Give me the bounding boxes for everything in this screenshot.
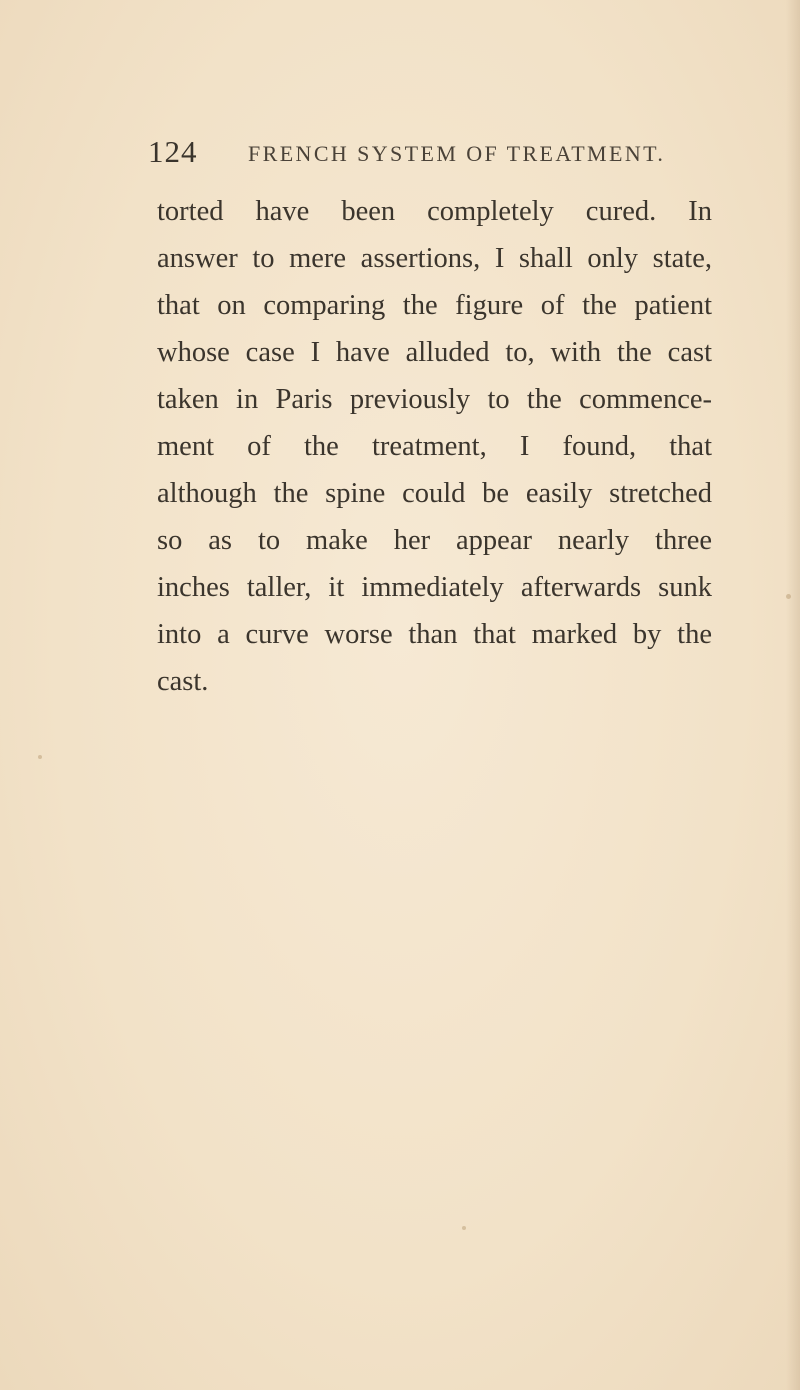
foxing-spot <box>786 594 791 599</box>
text-line: that on comparing the figure of the patient <box>157 290 712 321</box>
running-header <box>148 130 768 174</box>
text-line: taken in Paris previously to the commence- <box>157 384 712 415</box>
text-line: into a curve worse than that marked by the <box>157 619 712 650</box>
running-title: FRENCH SYSTEM OF TREATMENT. <box>248 141 666 166</box>
text-line: torted have been completely cured. In <box>157 196 712 227</box>
text-line: so as to make her appear nearly three <box>157 525 712 556</box>
text-line: although the spine could be easily stretched <box>157 478 712 509</box>
page-edge-shadow <box>786 0 800 1390</box>
text-line: whose case I have alluded to, with the cast <box>157 337 712 368</box>
text-line: cast. <box>157 666 209 697</box>
text-line: inches taller, it immediately afterwards sunk <box>157 572 712 603</box>
foxing-spot <box>38 755 42 759</box>
foxing-spot <box>462 1226 466 1230</box>
text-line: ment of the treatment, I found, that <box>157 431 712 462</box>
page-number: 124 <box>148 134 198 169</box>
body-paragraph <box>157 188 712 705</box>
text-line: answer to mere assertions, I shall only state, <box>157 243 712 274</box>
